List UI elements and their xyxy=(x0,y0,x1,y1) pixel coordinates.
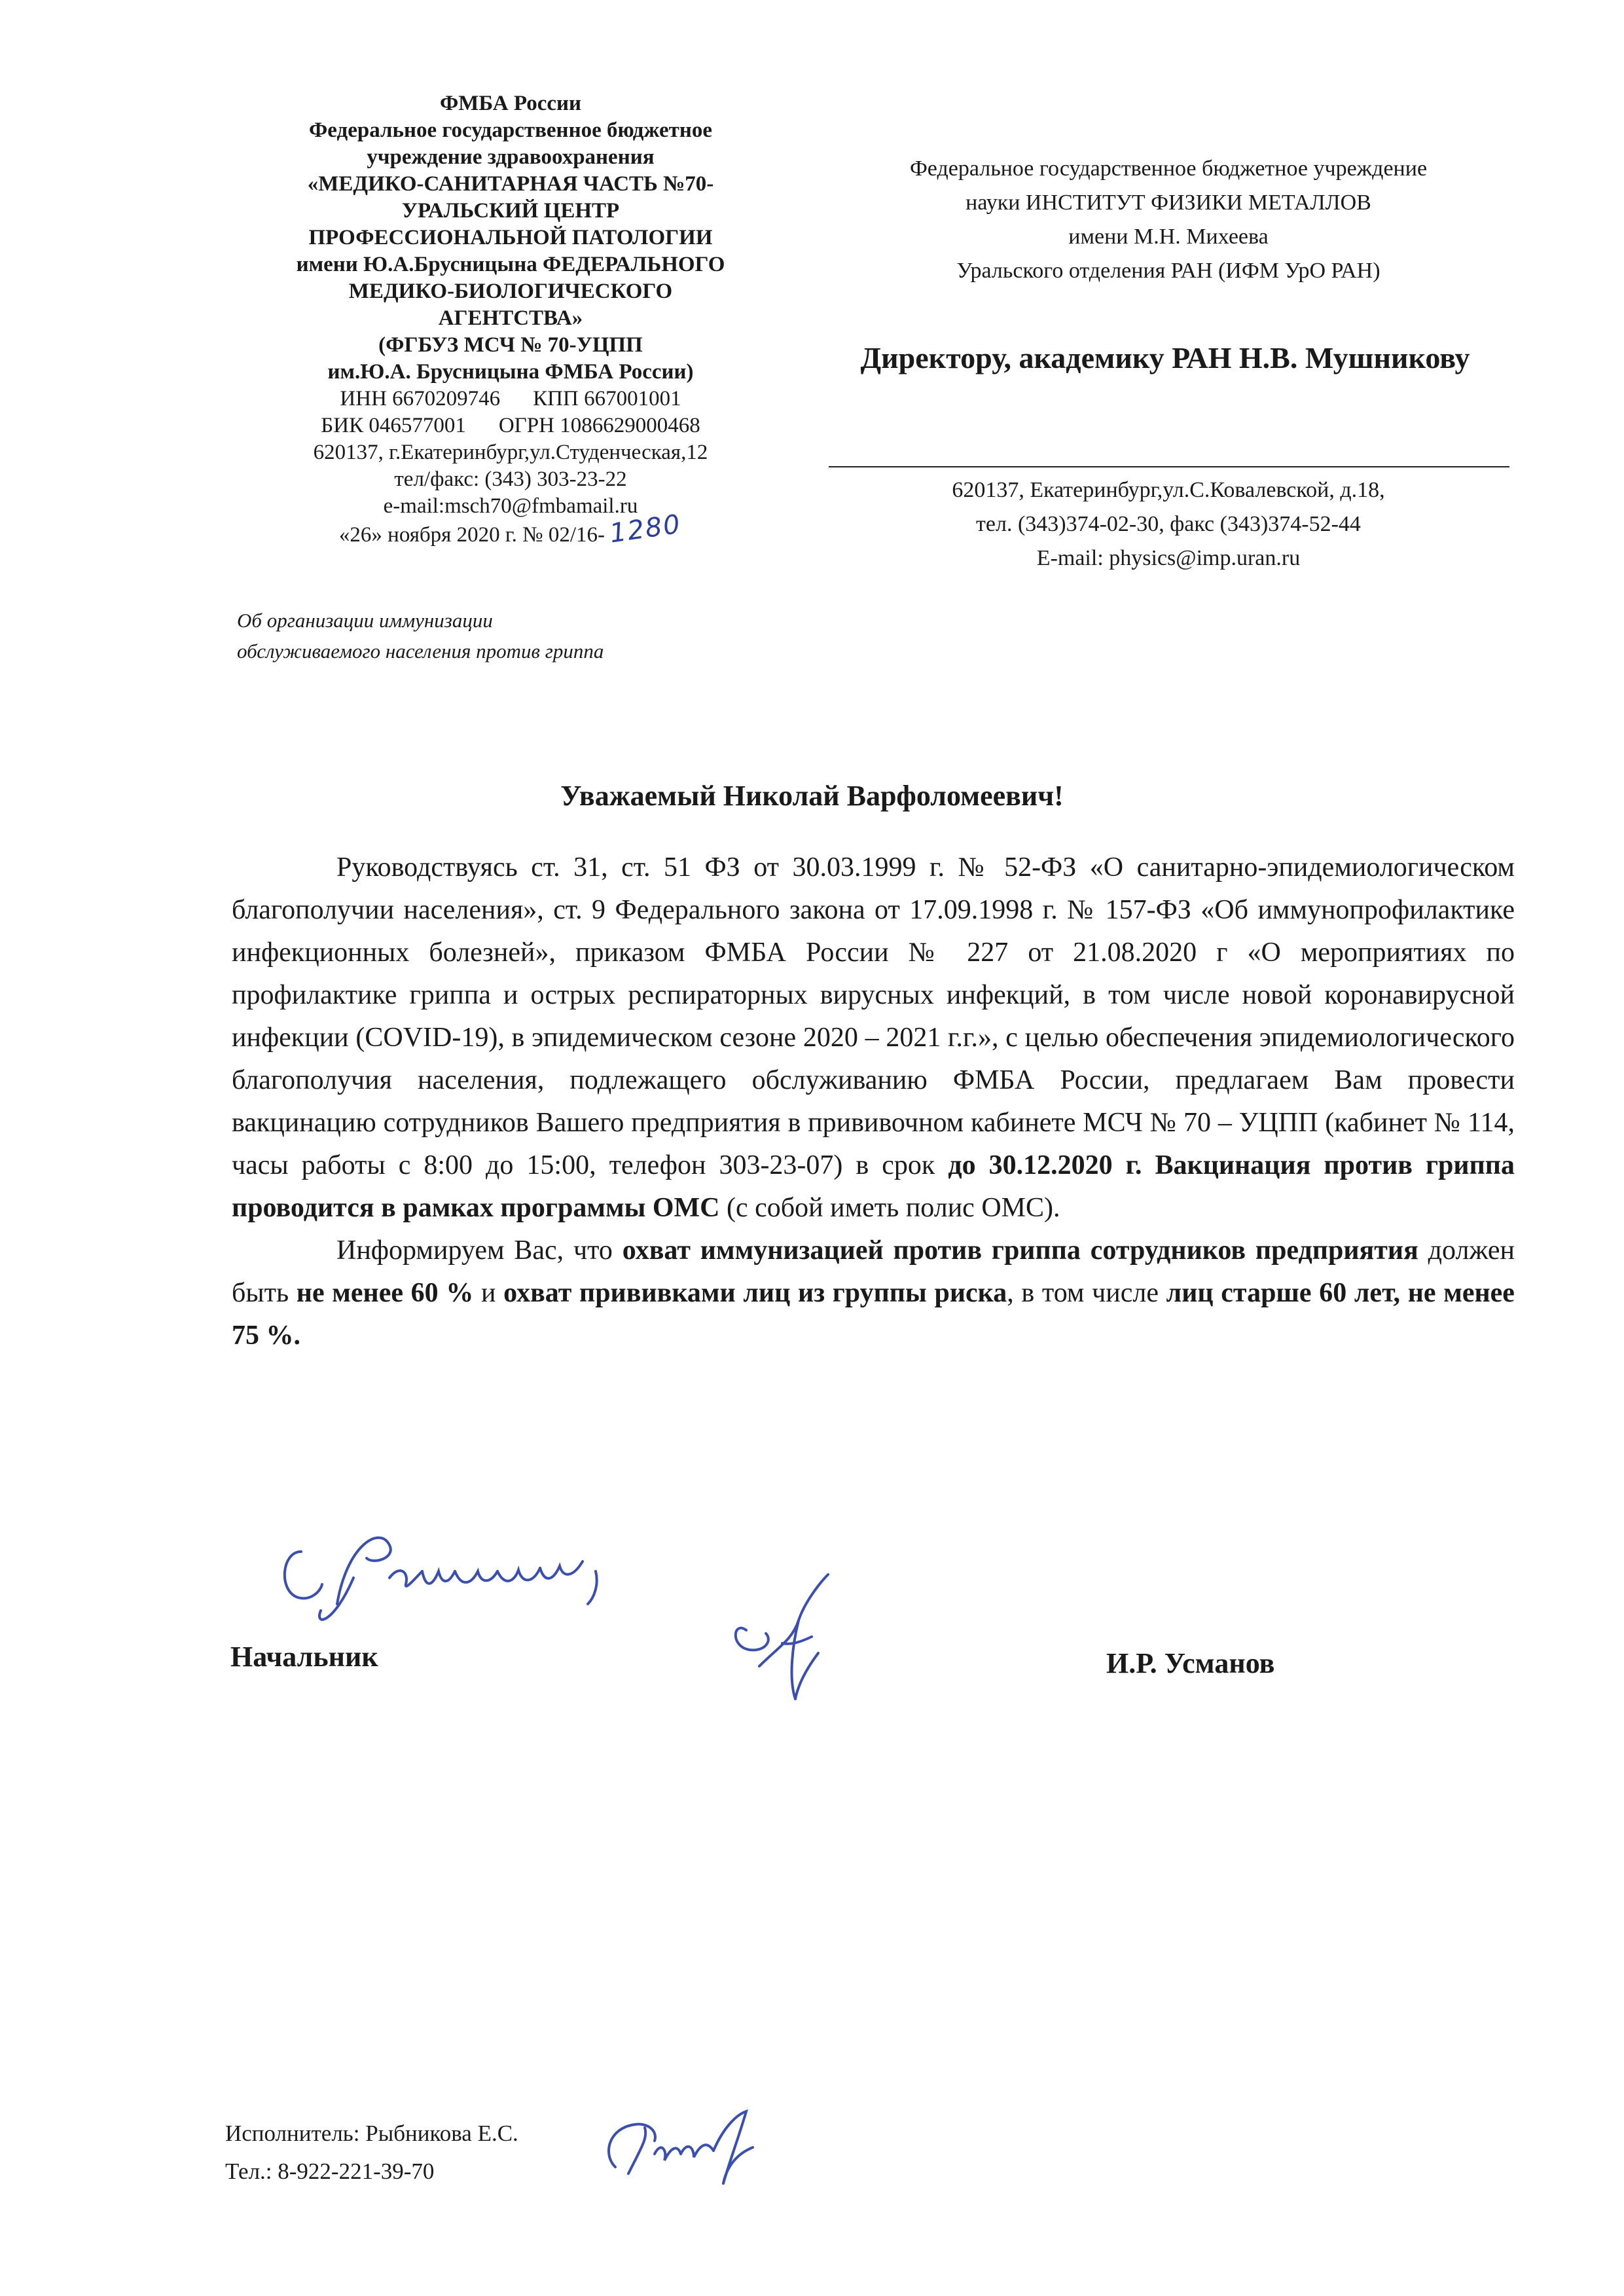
letter-date-number xyxy=(216,509,805,549)
addressee-line: Уральского отделения РАН (ИФМ УрО РАН) xyxy=(956,259,1380,283)
sender-phone: тел/факс: (343) 303-23-22 xyxy=(394,467,627,491)
body-emphasis: охват иммунизацией против гриппа сотрудников предприятия xyxy=(622,1235,1418,1266)
sender-line: имени Ю.А.Брусницына ФЕДЕРАЛЬНОГО xyxy=(296,253,725,276)
sender-bik: БИК 046577001 xyxy=(321,414,466,437)
addressee-divider xyxy=(829,466,1509,467)
body-emphasis: до 30.12.2020 г. Вакцинация против гриппа проводится в рамках программы ОМС xyxy=(232,1150,1515,1223)
addressee-address: 620137, Екатеринбург,ул.С.Ковалевской, д.18, xyxy=(952,478,1385,502)
signer-title: Начальник xyxy=(230,1641,378,1673)
addressee-phones: тел. (343)374-02-30, факс (343)374-52-44 xyxy=(976,512,1361,536)
sender-line: Федеральное государственное бюджетное xyxy=(308,118,713,142)
greeting: Уважаемый Николай Варфоломеевич! xyxy=(560,780,1064,812)
sender-line: МЕДИКО-БИОЛОГИЧЕСКОГО xyxy=(348,280,673,303)
body-emphasis: не менее 60 % xyxy=(296,1278,474,1308)
sender-email: e-mail:msch70@fmbamail.ru xyxy=(383,494,638,518)
sender-letterhead xyxy=(216,90,805,549)
body-text: Руководствуясь ст. 31, ст. 51 ФЗ от 30.03.1999 г. № 52-ФЗ «О санитарно-эпидемиологическом благополучии населения», ст. 9 Федерального закона от 17.09.1998 г. № 157-ФЗ «Об иммунопрофилактике инфекционных болезней», приказом ФМБА России № 227 от 21.08.2020 г «О мероприятиях по профилактике гриппа и острых респираторных вирусных инфекций, в том числе новой коронавирусной инфекции (COVID-19), в эпидемическом сезоне 2020 – 2021 г.г.», с целью обеспечения эпидемиологического благополучия населения, подлежащего обслуживанию ФМБА России, предлагаем Вам провести вакцинацию сотрудников Вашего предприятия в прививочном кабинете МСЧ № 70 – УЦПП (кабинет № 114, часы работы с 8:00 до 15:00, телефон 303-23-07) в срок xyxy=(232,852,1515,1180)
body-paragraph xyxy=(232,847,1515,1230)
letter-body xyxy=(232,847,1515,1357)
addressee-line: Федеральное государственное бюджетное учреждение xyxy=(909,156,1428,181)
body-text: должен быть xyxy=(232,1235,1515,1308)
executor-block xyxy=(225,2115,518,2191)
addressee-line: науки ИНСТИТУТ ФИЗИКИ МЕТАЛЛОВ xyxy=(965,191,1371,215)
subject-line: Об организации иммунизации xyxy=(237,609,493,632)
sender-address: 620137, г.Екатеринбург,ул.Студенческая,12 xyxy=(313,441,708,464)
sender-ogrn: ОГРН 1086629000468 xyxy=(498,414,700,437)
sender-line: ПРОФЕССИОНАЛЬНОЙ ПАТОЛОГИИ xyxy=(308,226,713,249)
signer-name: И.Р. Усманов xyxy=(1106,1647,1275,1679)
letter-subject xyxy=(237,605,826,666)
addressee-email: E-mail: physics@imp.uran.ru xyxy=(1036,546,1301,570)
executor-signature-icon xyxy=(596,2102,779,2193)
handwritten-number: 1280 xyxy=(607,509,683,549)
sender-kpp: КПП 667001001 xyxy=(533,387,681,410)
sender-bik-ogrn xyxy=(216,412,805,439)
sender-line: УРАЛЬСКИЙ ЦЕНТР xyxy=(401,199,620,223)
sender-line: им.Ю.А. Брусницына ФМБА России) xyxy=(327,360,694,384)
body-text: (с собой иметь полис ОМС). xyxy=(719,1193,1060,1223)
body-emphasis: охват прививками лиц из группы риска xyxy=(503,1278,1007,1308)
sender-line: (ФГБУЗ МСЧ № 70-УЦПП xyxy=(378,333,643,357)
sender-line: ФМБА России xyxy=(439,92,582,115)
body-text: и xyxy=(473,1278,504,1308)
letter-date: «26» ноября 2020 г. № 02/16- xyxy=(338,523,605,547)
signature-icon xyxy=(720,1568,864,1712)
addressee-contacts xyxy=(825,473,1512,575)
subject-line: обслуживаемого населения против гриппа xyxy=(237,640,604,663)
body-paragraph xyxy=(232,1230,1515,1357)
executor-name: Исполнитель: Рыбникова Е.С. xyxy=(225,2121,518,2146)
handwritten-regards-icon xyxy=(275,1506,641,1630)
sender-line: учреждение здравоохранения xyxy=(367,145,655,169)
body-text: , в том числе xyxy=(1007,1278,1166,1308)
addressee-block xyxy=(825,152,1512,288)
addressee-line: имени М.Н. Михеева xyxy=(1068,225,1269,249)
sender-line: «МЕДИКО-САНИТАРНАЯ ЧАСТЬ №70- xyxy=(307,172,714,196)
executor-phone: Тел.: 8-922-221-39-70 xyxy=(225,2159,435,2184)
body-emphasis: лиц старше 60 лет, не менее 75 %. xyxy=(232,1278,1515,1351)
sender-inn: ИНН 6670209746 xyxy=(340,387,501,410)
sender-line: АГЕНТСТВА» xyxy=(438,306,583,330)
body-text: Информируем Вас, что xyxy=(336,1235,623,1266)
addressee-director: Директору, академику РАН Н.В. Мушникову xyxy=(860,341,1470,374)
sender-inn-kpp xyxy=(216,386,805,412)
